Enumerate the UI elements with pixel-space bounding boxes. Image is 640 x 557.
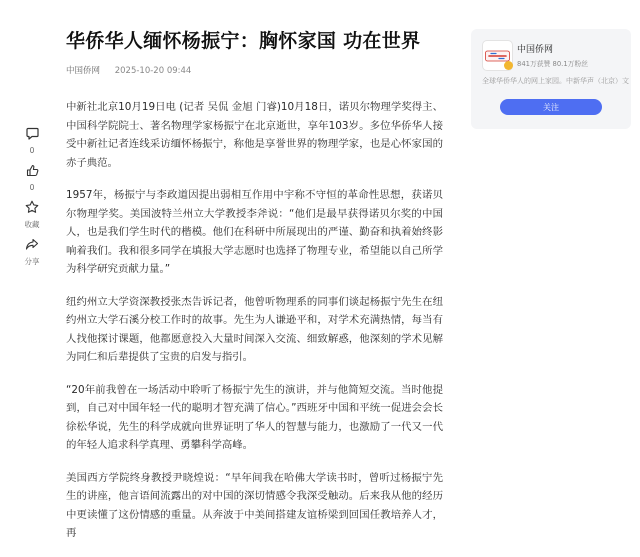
article-timestamp: 2025-10-20 09:44 — [114, 66, 192, 76]
comment-action[interactable] — [14, 124, 50, 155]
article — [66, 0, 447, 539]
article-title: 华侨华人缅怀杨振宁：胸怀家国 功在世界 — [66, 30, 421, 52]
favorite-action[interactable] — [14, 198, 50, 229]
author-card — [471, 29, 631, 129]
share-label: 分享 — [24, 257, 40, 266]
like-action[interactable] — [14, 161, 50, 192]
account-stats: 841万获赞 80.1万粉丝 — [517, 60, 589, 68]
article-body — [66, 98, 443, 557]
article-paragraph: 美国西方学院终身教授尹晓煌说：“早年间我在哈佛大学读书时，曾听过杨振宁先生的讲座，他言语间流露出的对中国的深切情感令我深受触动。后来我从他的经历中更读懂了这份情感的重量。从奔波于中美间搭建友谊桥梁到回国任教培养人才，再 — [66, 471, 443, 539]
star-icon — [23, 198, 41, 216]
like-count: 0 — [29, 183, 35, 192]
article-source[interactable]: 中国侨网 — [66, 66, 101, 76]
share-action[interactable] — [14, 235, 50, 266]
comment-count: 0 — [29, 146, 35, 155]
article-paragraph: “20年前我曾在一场活动中聆听了杨振宁先生的演讲，并与他简短交流。当时他提到，自己对中国年轻一代的聪明才智充满了信心。”西班牙中国和平统一促进会会长徐松华说，先生的科学成就向世界证明了华人的智慧与能力，也激励了一代又一代的年轻人追求科学真理、勇攀科学高峰。 — [66, 383, 443, 451]
like-icon — [23, 161, 41, 179]
article-paragraph: 纽约州立大学资深教授张杰告诉记者，他曾听物理系的同事们谈起杨振宁先生在纽约州立大学石溪分校工作时的故事。先生为人谦逊平和，对学术充满热情，每当有人找他探讨课题，他都愿意投入大量时间深入交流、细致解惑，他深刻的学术见解为同仁和后辈提供了宝贵的启发与指引。 — [66, 295, 443, 363]
share-icon — [23, 235, 41, 253]
article-paragraph: 1957年，杨振宁与李政道因提出弱相互作用中宇称不守恒的革命性思想，获诺贝尔物理学奖。美国波特兰州立大学教授李斧说：“他们是最早获得诺贝尔奖的中国人，也是我们学生时代的楷模。他们在科研中所展现出的严谨、勤奋和执着始终影响着我们。我和很多同学在填报大学志愿时也选择了物理专业，希望能以自己所学为科学研究贡献力量。” — [66, 189, 443, 275]
comment-icon — [23, 124, 41, 142]
follow-button[interactable]: 关注 — [500, 99, 602, 115]
verified-badge-icon — [504, 61, 513, 70]
account-name[interactable]: 中国侨网 — [517, 45, 554, 55]
article-meta — [66, 64, 191, 76]
favorite-label: 收藏 — [24, 220, 40, 229]
side-action-bar — [14, 124, 50, 272]
account-description: 全球华侨华人的网上家园。中新华声（北京）文 — [482, 77, 629, 85]
article-paragraph: 中新社北京10月19日电 (记者 吴侃 金旭 门睿)10月18日，诺贝尔物理学奖得主、中国科学院院士、著名物理学家杨振宁在北京逝世，享年103岁。多位华侨华人接受中新社记者连线采访缅怀杨振宁，称他是享誉世界的物理学家，也是心怀家国的赤子典范。 — [66, 101, 443, 169]
